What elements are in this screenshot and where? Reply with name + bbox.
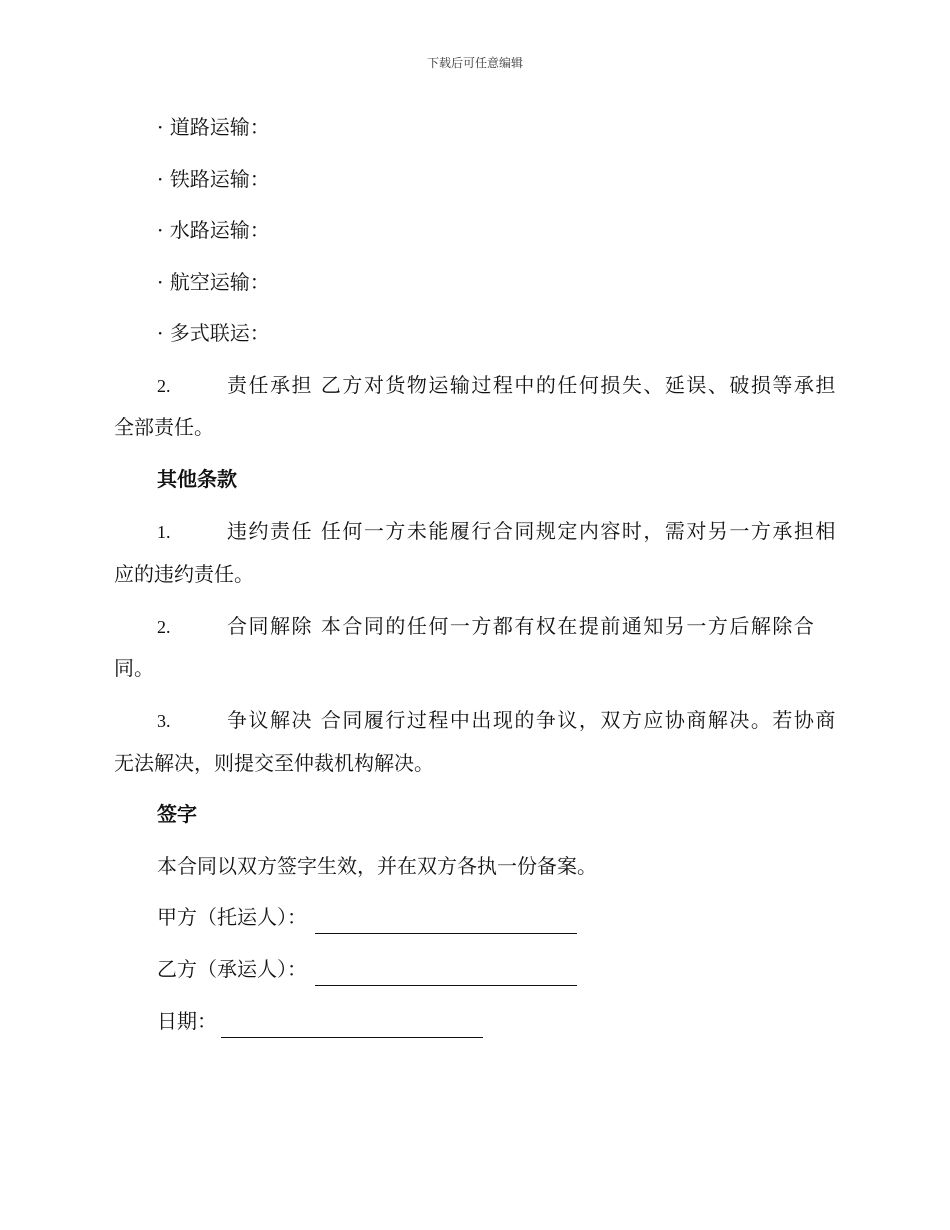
transport-item-rail: · 铁路运输： — [157, 167, 270, 191]
liability-clause-text: 责任承担 乙方对货物运输过程中的任何损失、延误、破损等承担 — [227, 373, 837, 397]
liability-clause-number: 2. — [157, 376, 171, 396]
signature-heading: 签字 — [157, 802, 197, 826]
transport-item-road: · 道路运输： — [157, 115, 270, 139]
clause-termination-number: 2. — [157, 617, 171, 637]
party-a-signature-row — [157, 900, 882, 934]
transport-item-multimodal: · 多式联运： — [157, 321, 270, 345]
other-terms-heading: 其他条款 — [157, 467, 237, 491]
clause-breach-line2: 应的违约责任。 — [114, 562, 254, 586]
party-b-signature-row — [157, 952, 882, 986]
liability-clause-line2: 全部责任。 — [114, 415, 214, 439]
page-header-note: 下载后可任意编辑 — [426, 56, 523, 70]
date-field[interactable] — [221, 1015, 483, 1038]
clause-dispute-number: 3. — [157, 711, 171, 731]
date-row — [157, 1004, 882, 1038]
clause-termination-line2: 同。 — [114, 656, 154, 680]
clause-dispute-line1 — [114, 703, 839, 738]
party-b-label: 乙方（承运人）： — [157, 957, 307, 981]
clause-dispute-line2: 无法解决，则提交至仲裁机构解决。 — [114, 751, 434, 775]
clause-breach-line1 — [114, 514, 839, 549]
liability-clause-line1 — [114, 368, 839, 403]
transport-item-air: · 航空运输： — [157, 270, 270, 294]
party-b-signature-field[interactable] — [315, 963, 577, 986]
party-a-signature-field[interactable] — [315, 911, 577, 934]
clause-termination-line1 — [114, 609, 839, 644]
party-a-label: 甲方（托运人）： — [157, 905, 307, 929]
signature-statement: 本合同以双方签字生效，并在双方各执一份备案。 — [157, 854, 597, 878]
clause-breach-text: 违约责任 任何一方未能履行合同规定内容时，需对另一方承担相 — [227, 519, 837, 543]
date-label: 日期： — [157, 1009, 217, 1033]
clause-breach-number: 1. — [157, 522, 171, 542]
transport-item-water: · 水路运输： — [157, 218, 270, 242]
clause-dispute-text: 争议解决 合同履行过程中出现的争议，双方应协商解决。若协商 — [227, 708, 837, 732]
clause-termination-text: 合同解除 本合同的任何一方都有权在提前通知另一方后解除合 — [227, 614, 816, 638]
